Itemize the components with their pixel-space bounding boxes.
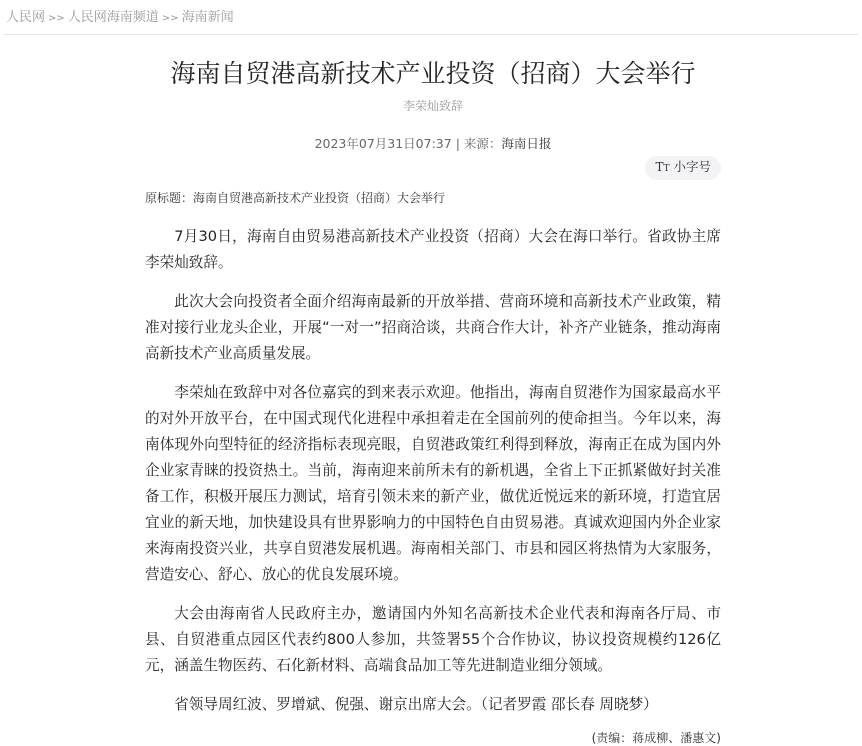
breadcrumb	[6, 6, 234, 25]
paragraph: 7月30日，海南自由贸易港高新技术产业投资（招商）大会在海口举行。省政协主席李荣灿致辞。	[145, 228, 721, 271]
article-body	[145, 224, 721, 718]
paragraph: 省领导周红波、罗增斌、倪强、谢京出席大会。（记者罗霞 邵长春 周晓梦）	[174, 696, 658, 713]
breadcrumb-link-renminwang[interactable]: 人民网	[6, 10, 46, 25]
original-title: 原标题：海南自贸港高新技术产业投资（招商）大会举行	[145, 191, 446, 205]
breadcrumb-separator: >>	[48, 13, 65, 24]
source-label: 来源：	[463, 136, 502, 151]
article-meta: 2023年07月31日07:37 | 来源：海南日报	[314, 136, 552, 151]
breadcrumb-link-hainan-news[interactable]: 海南新闻	[181, 10, 234, 25]
article	[145, 56, 721, 746]
article-subtitle: 李荣灿致辞	[402, 99, 463, 113]
paragraph: 李荣灿在致辞中对各位嘉宾的到来表示欢迎。他指出，海南自贸港作为国家最高水平的对外开放平台，在中国式现代化进程中承担着走在全国前列的使命担当。今年以来，海南体现外向型特征的经济指标表现亮眼，自贸港政策红利得到释放，海南正在成为国内外企业家青睐的投资热土。当前，海南迎来前所未有的新机遇，全省上下正抓紧做好封关准备工作，积极开展压力测试，培育引领未来的新产业，做优近悦远来的新环境，打造宜居宜业的新天地，加快建设具有世界影响力的中国特色自由贸易港。真诚欢迎国内外企业家来海南投资兴业，共享自贸港发展机遇。海南相关部门、市县和园区将热情为大家服务，营造安心、舒心、放心的优良发展环境。	[145, 384, 721, 583]
publish-datetime: 2023年07月31日07:37	[314, 136, 452, 151]
font-size-button[interactable]	[645, 156, 721, 180]
paragraph: 此次大会向投资者全面介绍海南最新的开放举措、营商环境和高新技术产业政策，精准对接行业龙头企业，开展“一对一”招商洽谈，共商合作大计，补齐产业链条，推动海南高新技术产业高质量发展。	[145, 293, 721, 362]
divider	[4, 34, 858, 35]
text-size-icon: TT	[655, 160, 670, 174]
font-size-label: 小字号	[673, 159, 711, 174]
page-title: 海南自贸港高新技术产业投资（招商）大会举行	[170, 59, 696, 88]
paragraph: 大会由海南省人民政府主办，邀请国内外知名高新技术企业代表和海南各厅局、市县、自贸港重点园区代表约800人参加，共签署55个合作协议，协议投资规模约126亿元，涵盖生物医药、石化新材料、高端食品加工等先进制造业细分领域。	[145, 605, 721, 674]
source-link[interactable]: 海南日报	[501, 136, 552, 151]
breadcrumb-separator: >>	[161, 13, 179, 24]
editor-credit: (责编：蒋成柳、潘惠文)	[591, 731, 721, 745]
breadcrumb-link-hainan-channel[interactable]: 人民网海南频道	[67, 10, 159, 25]
